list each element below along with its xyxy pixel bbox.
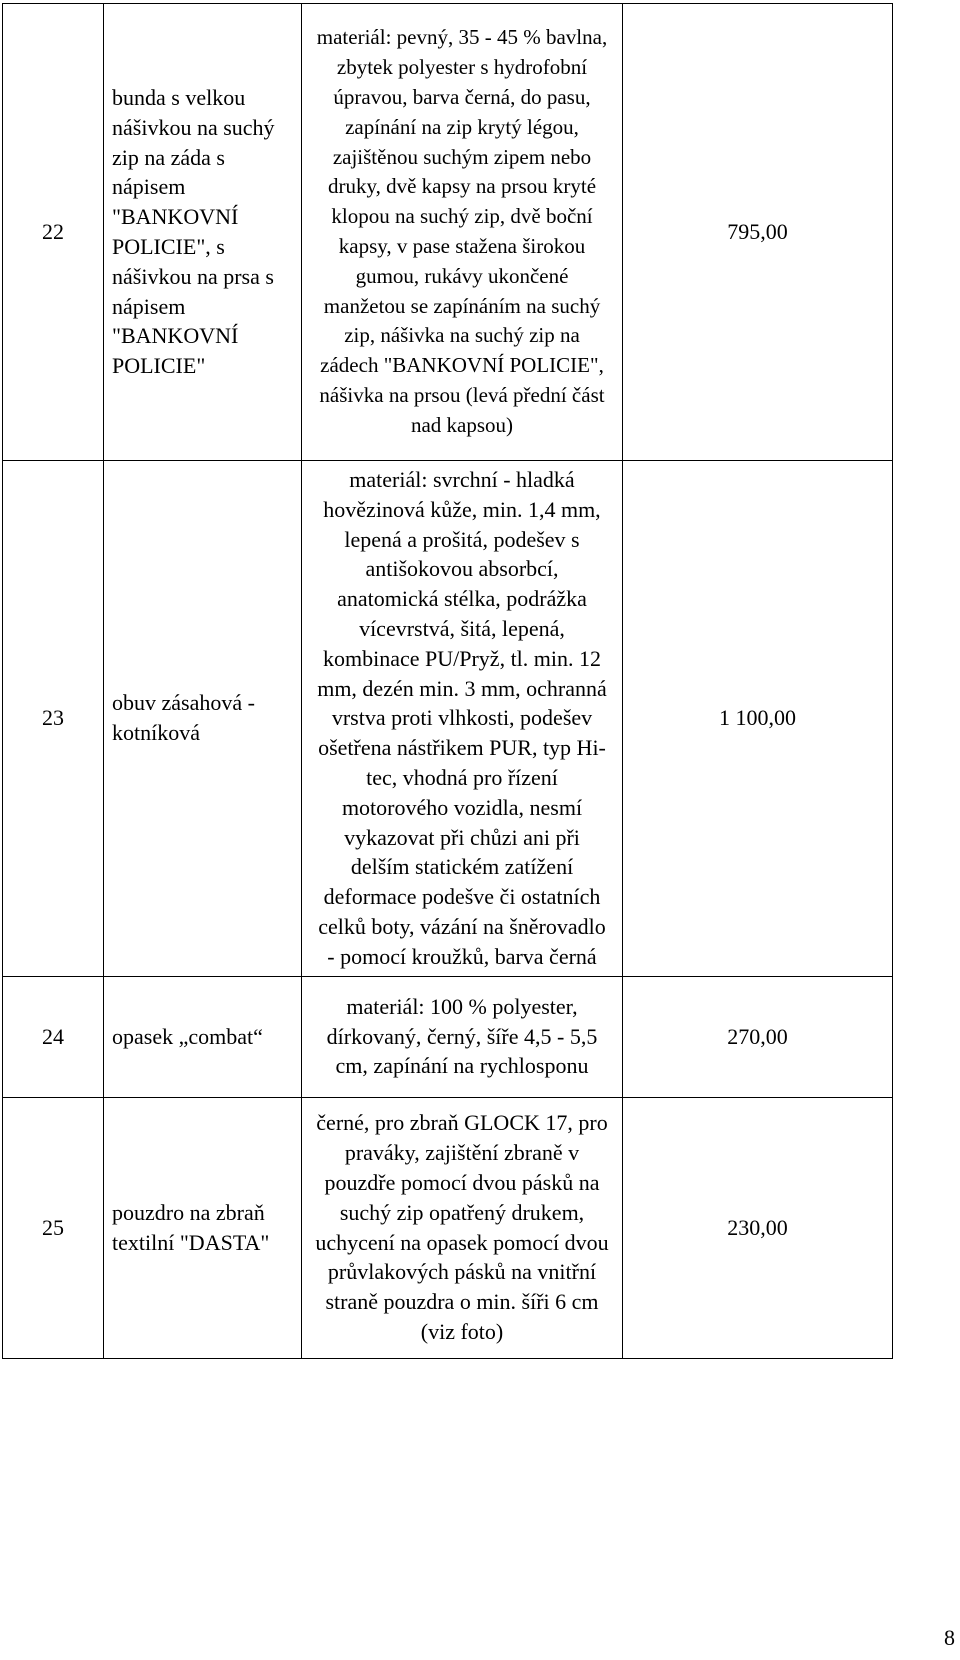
table-row bbox=[3, 4, 893, 461]
page-number: 8 bbox=[944, 1625, 955, 1650]
item-price: 230,00 bbox=[623, 1097, 893, 1358]
item-description: materiál: pevný, 35 - 45 % bavlna, zbytek polyester s hydrofobní úpravou, barva černá, do pasu, zapínání na zip krytý légou, zajištěnou suchým zipem nebo druky, dvě kapsy na prsou kryté klopou na suchý zip, dvě boční kapsy, v pase stažena širokou gumou, rukávy ukončené manžetou se zapínáním na suchý zip, nášivka na suchý zip na zádech "BANKOVNÍ POLICIE", nášivka na prsou (levá přední část nad kapsou) bbox=[302, 4, 623, 461]
item-description: materiál: 100 % polyester, dírkovaný, černý, šíře 4,5 - 5,5 cm, zapínání na rychlosponu bbox=[302, 976, 623, 1097]
item-price: 795,00 bbox=[623, 4, 893, 461]
item-name: opasek „combat“ bbox=[104, 976, 302, 1097]
item-number: 22 bbox=[3, 4, 104, 461]
table-row bbox=[3, 1097, 893, 1358]
item-price: 270,00 bbox=[623, 976, 893, 1097]
item-description: černé, pro zbraň GLOCK 17, pro praváky, zajištění zbraně v pouzdře pomocí dvou pásků na suchý zip opatřený drukem, uchycení na opasek pomocí dvou průvlakových pásků na vnitřní straně pouzdra o min. šíři 6 cm (viz foto) bbox=[302, 1097, 623, 1358]
table-row bbox=[3, 461, 893, 977]
item-number: 24 bbox=[3, 976, 104, 1097]
items-table bbox=[2, 3, 893, 1359]
item-name: pouzdro na zbraň textilní "DASTA" bbox=[104, 1097, 302, 1358]
item-number: 25 bbox=[3, 1097, 104, 1358]
item-name: bunda s velkou nášivkou na suchý zip na záda s nápisem "BANKOVNÍ POLICIE", s nášivkou na prsa s nápisem "BANKOVNÍ POLICIE" bbox=[104, 4, 302, 461]
item-name: obuv zásahová - kotníková bbox=[104, 461, 302, 977]
item-number: 23 bbox=[3, 461, 104, 977]
item-price: 1 100,00 bbox=[623, 461, 893, 977]
item-description: materiál: svrchní - hladká hovězinová kůže, min. 1,4 mm, lepená a prošitá, podešev s antišokovou absorbcí, anatomická stélka, podrážka vícevrstvá, šitá, lepená, kombinace PU/Pryž, tl. min. 12 mm, dezén min. 3 mm, ochranná vrstva proti vlhkosti, podešev ošetřena nástřikem PUR, typ Hi-tec, vhodná pro řízení motorového vozidla, nesmí vykazovat při chůzi ani při delším statickém zatížení deformace podešve či ostatních celků boty, vázání na šněrovadlo - pomocí kroužků, barva černá bbox=[302, 461, 623, 977]
table-row bbox=[3, 976, 893, 1097]
